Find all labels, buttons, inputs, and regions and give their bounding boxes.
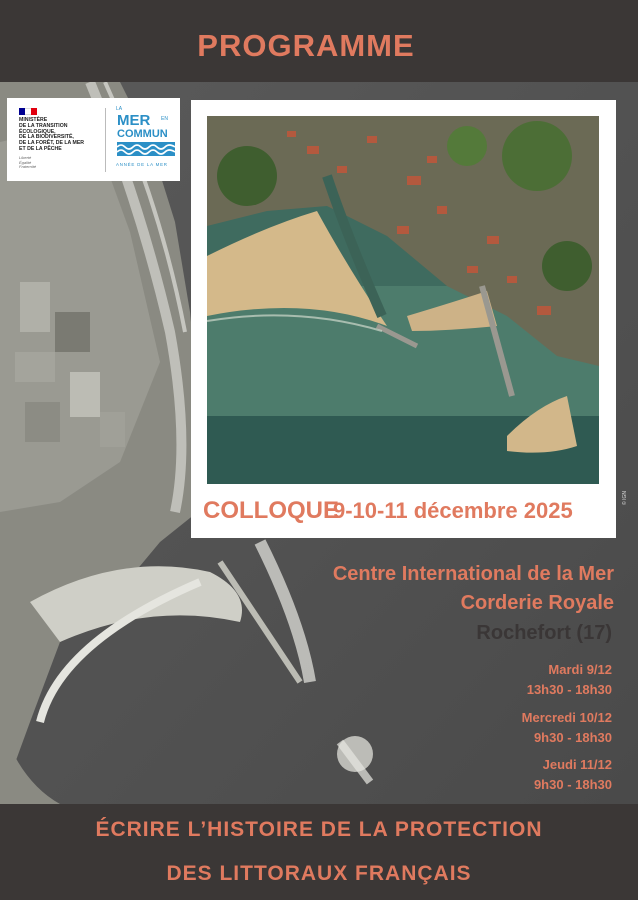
colloque-label: COLLOQUE	[203, 497, 339, 524]
ministry-name: MINISTÈRE DE LA TRANSITION ÉCOLOGIQUE, DE LA BIODIVERSITÉ, DE LA FORÊT, DE LA MER ET DE LA PÊCHE	[19, 117, 85, 152]
session-2	[522, 708, 612, 748]
photo-credit: © IGN	[622, 491, 628, 505]
french-flag-icon	[19, 108, 37, 115]
mer-logo-commun: COMMUN	[117, 128, 168, 140]
session-time: 9h30 - 18h30	[533, 730, 612, 745]
event-dates: 9-10-11 décembre 2025	[333, 498, 573, 523]
page-title: PROGRAMME	[197, 28, 415, 63]
mer-logo-annee: ANNÉE DE LA MER	[116, 162, 168, 167]
session-3	[534, 755, 612, 795]
session-1	[527, 660, 612, 700]
footer-title-line-1: ÉCRIRE L’HISTOIRE DE LA PROTECTION	[95, 818, 543, 841]
logo-divider	[105, 108, 106, 172]
mer-logo-mer: MER	[117, 112, 151, 129]
session-day: Mardi 9/12	[548, 662, 612, 677]
session-time: 9h30 - 18h30	[533, 777, 612, 792]
harbor-aerial-photo	[207, 116, 599, 484]
venue-city: Rochefort (17)	[476, 622, 612, 644]
session-day: Jeudi 11/12	[542, 757, 612, 772]
session-day: Mercredi 10/12	[521, 710, 612, 725]
ministry-motto: Liberté Égalité Fraternité	[19, 155, 37, 170]
session-time: 13h30 - 18h30	[526, 682, 612, 697]
harbor-photo-image	[207, 116, 599, 484]
partner-logos	[7, 98, 180, 181]
venue-building: Corderie Royale	[460, 592, 614, 614]
photo-frame	[191, 100, 616, 538]
venue-name: Centre International de la Mer	[332, 563, 614, 585]
footer-title-line-2: DES LITTORAUX FRANÇAIS	[166, 862, 472, 885]
mer-logo-en: EN	[161, 116, 168, 122]
wave-logo-icon	[117, 142, 175, 156]
mer-logo-la: LA	[116, 106, 123, 112]
